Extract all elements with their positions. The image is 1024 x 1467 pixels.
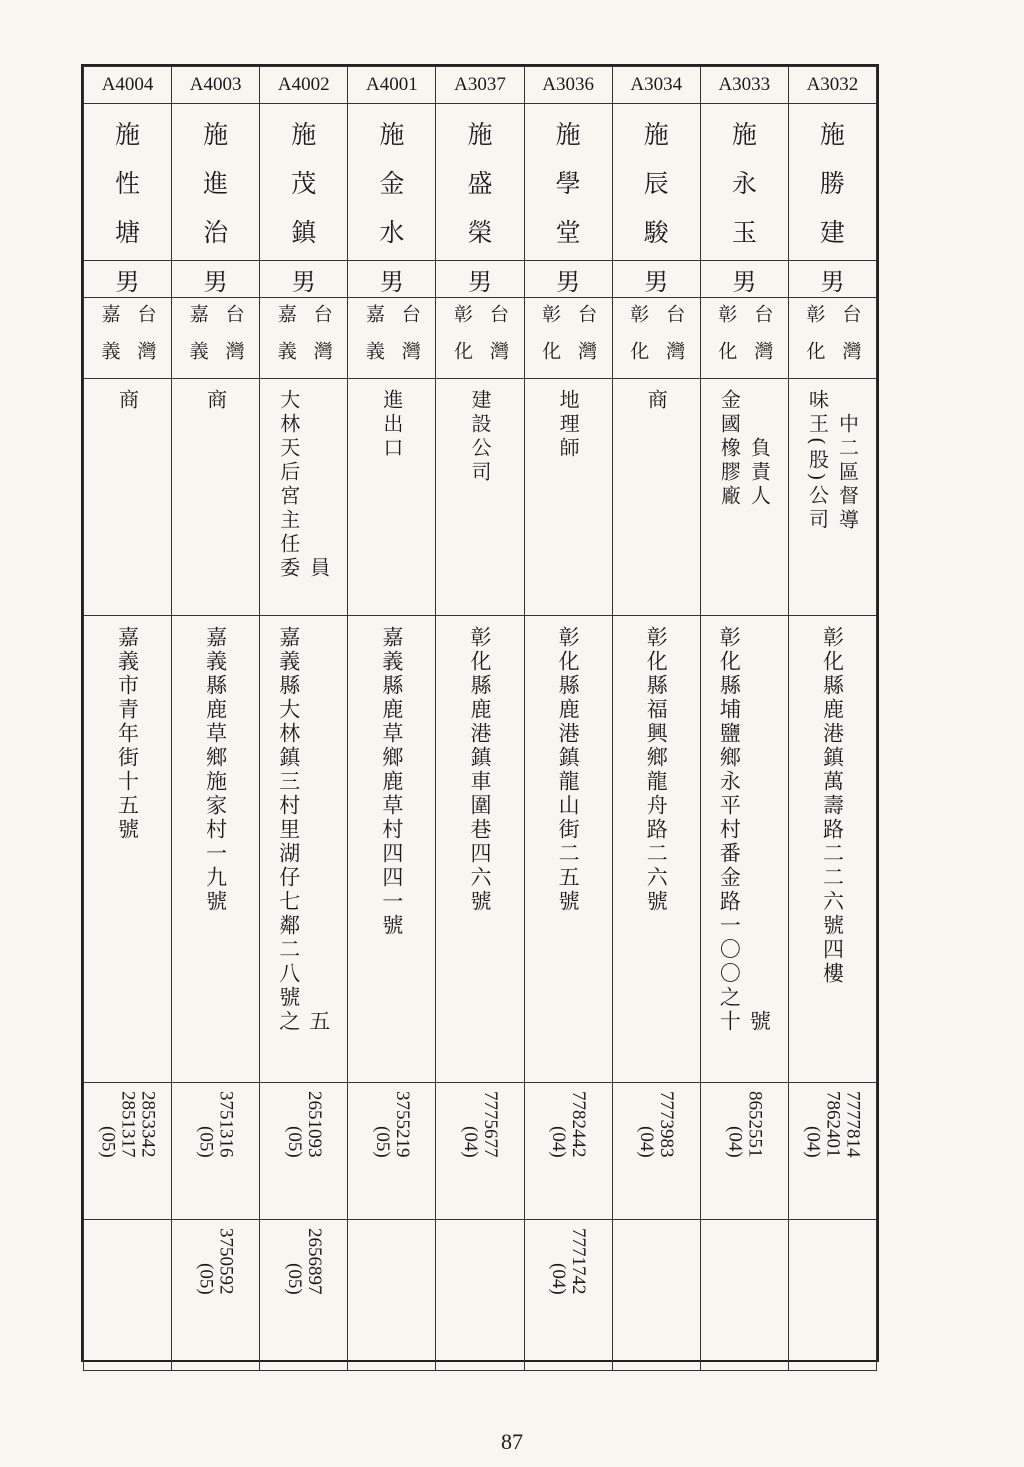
- member-name: 施 勝 建: [788, 104, 876, 261]
- member-origin: 台灣 嘉義: [172, 298, 260, 379]
- member-id: A3033: [700, 67, 788, 104]
- member-id: A3036: [524, 67, 612, 104]
- member-phone: (05)2651093: [260, 1083, 348, 1220]
- member-name: 施 茂 鎮: [260, 104, 348, 261]
- member-origin: 台灣 嘉義: [84, 298, 172, 379]
- address-row: [84, 616, 877, 1083]
- member-phone: (05)28513172853342: [84, 1083, 172, 1220]
- member-gender: 男: [524, 261, 612, 298]
- member-id: A4002: [260, 67, 348, 104]
- member-name: 施 進 治: [172, 104, 260, 261]
- member-name: 施 辰 駿: [612, 104, 700, 261]
- member-name: 施 性 塘: [84, 104, 172, 261]
- member-address: 彰化縣鹿港鎮龍山街二五號: [524, 616, 612, 1083]
- member-id: A4001: [348, 67, 436, 104]
- member-origin: 台灣 嘉義: [348, 298, 436, 379]
- member-origin: 台灣 嘉義: [260, 298, 348, 379]
- member-occupation: 商: [172, 379, 260, 616]
- member-gender: 男: [788, 261, 876, 298]
- member-gender: 男: [348, 261, 436, 298]
- member-occupation: 大林天后宮主任委 員: [260, 379, 348, 616]
- member-phone: (05)3755219: [348, 1083, 436, 1220]
- member-gender: 男: [700, 261, 788, 298]
- member-address: 彰化縣鹿港鎮萬壽路二二六號四樓: [788, 616, 876, 1083]
- member-occupation: 金國橡膠廠 負責人: [700, 379, 788, 616]
- member-name: 施 永 玉: [700, 104, 788, 261]
- member-occupation: 商: [612, 379, 700, 616]
- member-origin: 台灣 彰化: [524, 298, 612, 379]
- member-address: 嘉義縣鹿草鄉施家村一九號: [172, 616, 260, 1083]
- member-address: 嘉義縣大林鎮三村里湖仔七鄰二八號之 五: [260, 616, 348, 1083]
- phone2-row: [84, 1220, 877, 1371]
- member-gender: 男: [172, 261, 260, 298]
- member-name: 施 盛 榮: [436, 104, 524, 261]
- member-phone: (05)3751316: [172, 1083, 260, 1220]
- registry-table: [81, 64, 879, 1362]
- name-row: [84, 104, 877, 261]
- member-name: 施 金 水: [348, 104, 436, 261]
- page-number: 87: [501, 1429, 523, 1454]
- member-id: A4004: [84, 67, 172, 104]
- member-address: 嘉義縣鹿草鄉鹿草村四四一號: [348, 616, 436, 1083]
- member-id: A4003: [172, 67, 260, 104]
- member-phone: (04)8652551: [700, 1083, 788, 1220]
- member-name: 施 學 堂: [524, 104, 612, 261]
- member-phone2: (05)2656897: [260, 1220, 348, 1371]
- member-address: 彰化縣福興鄉龍舟路二六號: [612, 616, 700, 1083]
- member-origin: 台灣 彰化: [788, 298, 876, 379]
- member-gender: 男: [84, 261, 172, 298]
- occupation-row: [84, 379, 877, 616]
- member-occupation: 味王(股)公司 中二區督導: [788, 379, 876, 616]
- member-id: A3032: [788, 67, 876, 104]
- member-address: 彰化縣埔鹽鄉永平村番金路一〇〇之十 號: [700, 616, 788, 1083]
- member-occupation: 進出口: [348, 379, 436, 616]
- member-phone2: [612, 1220, 700, 1371]
- id-row: [84, 67, 877, 104]
- member-origin: 台灣 彰化: [700, 298, 788, 379]
- member-phone2: [436, 1220, 524, 1371]
- origin-row: [84, 298, 877, 379]
- member-phone: (04)78624017777814: [788, 1083, 876, 1220]
- member-phone2: (04)7771742: [524, 1220, 612, 1371]
- member-address: 嘉義市青年街十五號: [84, 616, 172, 1083]
- member-origin: 台灣 彰化: [436, 298, 524, 379]
- member-phone2: [700, 1220, 788, 1371]
- member-origin: 台灣 彰化: [612, 298, 700, 379]
- member-id: A3037: [436, 67, 524, 104]
- member-address: 彰化縣鹿港鎮車圍巷四六號: [436, 616, 524, 1083]
- member-phone2: [788, 1220, 876, 1371]
- member-occupation: 商: [84, 379, 172, 616]
- member-phone: (04)7782442: [524, 1083, 612, 1220]
- member-phone: (04)7775677: [436, 1083, 524, 1220]
- member-phone: (04)7773983: [612, 1083, 700, 1220]
- member-phone2: (05)3750592: [172, 1220, 260, 1371]
- member-occupation: 地理師: [524, 379, 612, 616]
- member-gender: 男: [260, 261, 348, 298]
- member-occupation: 建設公司: [436, 379, 524, 616]
- gender-row: [84, 261, 877, 298]
- member-gender: 男: [612, 261, 700, 298]
- member-phone2: [84, 1220, 172, 1371]
- member-id: A3034: [612, 67, 700, 104]
- phone-row: [84, 1083, 877, 1220]
- member-phone2: [348, 1220, 436, 1371]
- member-gender: 男: [436, 261, 524, 298]
